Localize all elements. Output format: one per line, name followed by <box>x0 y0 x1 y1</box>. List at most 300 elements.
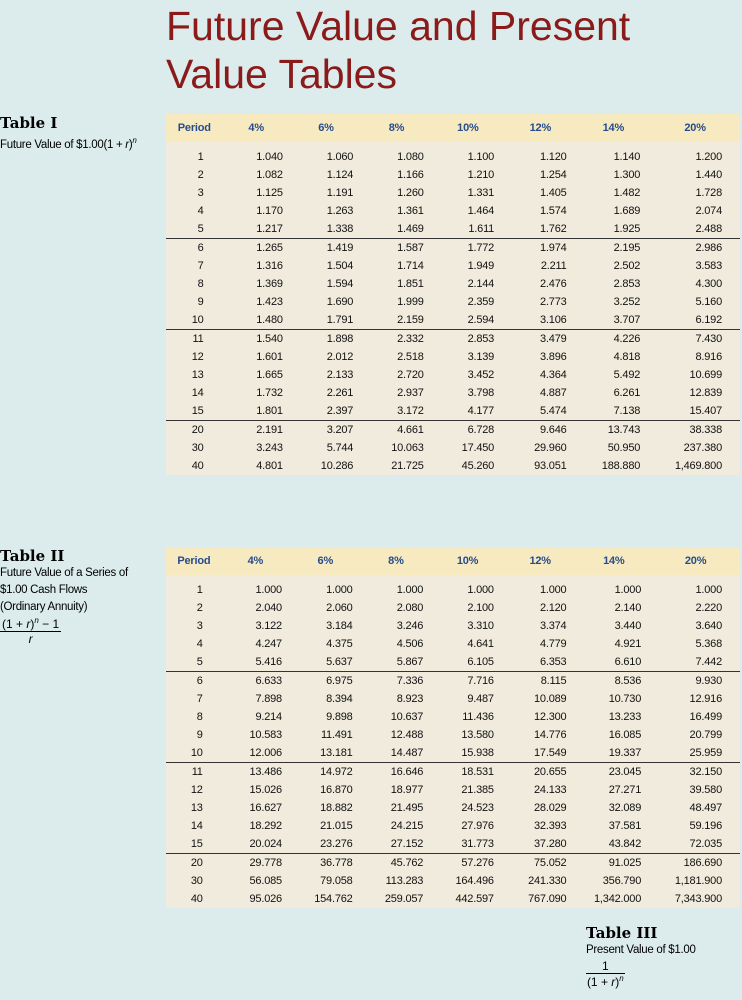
value-cell: 1.540 <box>222 330 291 349</box>
t2-num-exp: n <box>34 616 39 625</box>
period-cell: 4 <box>196 638 203 650</box>
value-cell: 2.060 <box>326 602 353 614</box>
header-rate: 4% <box>248 122 264 134</box>
value-cell: 1.120 <box>540 151 567 163</box>
value-cell: 1.300 <box>613 169 641 181</box>
table2-desc-line-3: (Ordinary Annuity) <box>0 601 88 613</box>
value-cell: 1.265 <box>222 239 291 258</box>
t3-den-r: r <box>611 975 616 989</box>
period-cell: 30 <box>191 442 204 454</box>
value-cell: 4.801 <box>256 460 283 472</box>
value-cell: 2.140 <box>614 602 642 614</box>
value-cell: 2.397 <box>326 405 354 417</box>
table3-title: Table III <box>586 924 658 942</box>
value-cell: 5.492 <box>613 369 641 381</box>
table-row <box>166 166 740 184</box>
value-cell: 1.100 <box>467 151 495 163</box>
page-title-line1: Future Value and Present <box>166 3 631 49</box>
header-rate: 6% <box>317 555 334 567</box>
value-cell: 32.089 <box>608 802 642 814</box>
value-cell: 4.364 <box>540 369 567 381</box>
period-cell: 12 <box>190 784 203 796</box>
value-cell: 15.407 <box>689 405 722 417</box>
table3-formula <box>586 959 625 989</box>
period-cell: 2 <box>196 602 203 614</box>
value-cell: 6.353 <box>539 656 567 668</box>
value-cell: 1.791 <box>326 314 354 326</box>
value-cell: 237.380 <box>683 442 722 454</box>
value-cell: 1.732 <box>256 387 283 399</box>
value-cell: 1.000 <box>396 584 424 596</box>
value-cell: 2.853 <box>613 278 641 290</box>
value-cell: 1.611 <box>468 223 495 235</box>
value-cell: 6.192 <box>695 314 722 326</box>
value-cell: 14.972 <box>290 763 361 782</box>
header-rate: 8% <box>388 555 404 567</box>
header-rate: 14% <box>603 555 625 567</box>
value-cell: 154.762 <box>314 893 353 905</box>
period-cell: 40 <box>190 893 203 905</box>
value-cell: 8.923 <box>396 693 424 705</box>
table-row <box>166 202 740 220</box>
value-cell: 1.316 <box>256 260 283 272</box>
table-row <box>166 799 740 817</box>
table-row <box>166 575 740 599</box>
value-cell: 20.799 <box>689 729 722 741</box>
value-cell: 2.100 <box>467 602 494 614</box>
header-rate: 12% <box>529 122 552 134</box>
t3-den-exp: n <box>619 974 624 983</box>
value-cell: 2.133 <box>326 369 354 381</box>
table-row <box>166 330 740 349</box>
period-cell: 6 <box>166 239 222 258</box>
period-cell: 10 <box>190 747 203 759</box>
value-cell: 15.938 <box>461 747 494 759</box>
table2-desc-line-1: Future Value of a Series of <box>0 567 128 579</box>
page-title <box>166 2 630 98</box>
value-cell: 7.716 <box>431 672 504 691</box>
value-cell: 1.690 <box>326 296 354 308</box>
value-cell: 356.790 <box>602 875 642 887</box>
value-cell: 16.627 <box>249 802 282 814</box>
period-cell: 13 <box>191 369 204 381</box>
table-row <box>166 384 740 402</box>
value-cell: 15.026 <box>249 784 282 796</box>
table-row <box>166 781 740 799</box>
value-cell: 10.063 <box>391 442 424 454</box>
period-cell: 3 <box>196 620 203 632</box>
value-cell: 16.085 <box>608 729 642 741</box>
table1-grid <box>166 114 740 475</box>
value-cell: 1.125 <box>256 187 283 199</box>
value-cell: 6.633 <box>221 672 290 691</box>
value-cell: 164.496 <box>455 875 494 887</box>
value-cell: 2.159 <box>397 314 424 326</box>
period-cell: 4 <box>197 205 204 217</box>
value-cell: 3.707 <box>613 314 641 326</box>
value-cell: 7.898 <box>255 693 282 705</box>
table-row <box>166 293 740 311</box>
value-cell: 7,343.900 <box>674 893 722 905</box>
header-rate: 10% <box>456 555 479 567</box>
value-cell: 3.440 <box>614 620 642 632</box>
value-cell: 2.074 <box>695 205 722 217</box>
value-cell: 1.000 <box>695 584 722 596</box>
value-cell: 4.300 <box>695 278 722 290</box>
value-cell: 6.728 <box>432 421 504 440</box>
period-cell: 6 <box>166 672 221 691</box>
value-cell: 24.523 <box>461 802 494 814</box>
value-cell: 1,181.900 <box>674 875 722 887</box>
value-cell: 8.536 <box>576 672 651 691</box>
value-cell: 2.191 <box>222 421 291 440</box>
value-cell: 2.120 <box>539 602 567 614</box>
period-cell: 2 <box>197 169 204 181</box>
value-cell: 2.211 <box>540 260 567 272</box>
value-cell: 4.641 <box>467 638 494 650</box>
value-cell: 32.393 <box>534 820 567 832</box>
value-cell: 79.058 <box>320 875 353 887</box>
table-row <box>166 726 740 744</box>
value-cell: 50.950 <box>607 442 641 454</box>
header-rate: 4% <box>247 555 264 567</box>
period-cell: 10 <box>191 314 204 326</box>
table-row <box>166 142 740 166</box>
value-cell: 18.531 <box>431 763 504 782</box>
value-cell: 48.497 <box>689 802 722 814</box>
value-cell: 3.310 <box>467 620 494 632</box>
value-cell: 1.060 <box>326 151 354 163</box>
value-cell: 13.233 <box>608 711 642 723</box>
value-cell: 4.247 <box>255 638 282 650</box>
t2-num-r: r <box>26 617 31 631</box>
value-cell: 1.601 <box>256 351 283 363</box>
value-cell: 31.773 <box>461 838 494 850</box>
value-cell: 1.000 <box>539 584 567 596</box>
value-cell: 1.000 <box>467 584 494 596</box>
value-cell: 1.898 <box>291 330 361 349</box>
table-row <box>166 635 740 653</box>
value-cell: 1.082 <box>256 169 283 181</box>
value-cell: 4.661 <box>361 421 431 440</box>
value-cell: 1.949 <box>467 260 495 272</box>
table2-formula-denominator: r <box>28 632 33 646</box>
value-cell: 2.853 <box>432 330 504 349</box>
value-cell: 21.495 <box>390 802 424 814</box>
value-cell: 10.730 <box>608 693 642 705</box>
value-cell: 4.887 <box>540 387 567 399</box>
period-cell: 30 <box>190 875 203 887</box>
t2-num-c: − 1 <box>38 617 60 631</box>
value-cell: 38.338 <box>650 421 740 440</box>
value-cell: 23.276 <box>320 838 353 850</box>
value-cell: 9.898 <box>326 711 353 723</box>
value-cell: 28.029 <box>534 802 567 814</box>
value-cell: 1.361 <box>397 205 424 217</box>
value-cell: 1.480 <box>256 314 283 326</box>
value-cell: 3.798 <box>467 387 495 399</box>
value-cell: 8.115 <box>504 672 577 691</box>
value-cell: 21.725 <box>391 460 424 472</box>
value-cell: 24.215 <box>390 820 424 832</box>
value-cell: 18.977 <box>390 784 424 796</box>
value-cell: 4.226 <box>577 330 651 349</box>
value-cell: 2.986 <box>650 239 740 258</box>
value-cell: 1,469.800 <box>674 460 722 472</box>
value-cell: 3.207 <box>291 421 361 440</box>
value-cell: 8.394 <box>326 693 353 705</box>
value-cell: 9.487 <box>467 693 494 705</box>
table-row <box>166 872 740 890</box>
table-row <box>166 763 740 782</box>
value-cell: 37.581 <box>608 820 642 832</box>
table3-formula-numerator: 1 <box>586 959 625 974</box>
value-cell: 4.177 <box>467 405 495 417</box>
value-cell: 5.416 <box>255 656 282 668</box>
value-cell: 3.184 <box>326 620 353 632</box>
value-cell: 1.469 <box>397 223 424 235</box>
value-cell: 27.271 <box>608 784 642 796</box>
value-cell: 37.280 <box>534 838 567 850</box>
value-cell: 3.122 <box>255 620 282 632</box>
table1-desc-r: r <box>125 138 129 151</box>
value-cell: 241.330 <box>528 875 567 887</box>
value-cell: 21.385 <box>461 784 494 796</box>
t2-num-b: ) <box>30 617 35 631</box>
table3-label <box>586 924 696 991</box>
value-cell: 9.930 <box>651 672 740 691</box>
table-row <box>166 239 740 258</box>
value-cell: 1.440 <box>695 169 722 181</box>
header-rate: 10% <box>457 122 479 134</box>
period-cell: 15 <box>190 838 203 850</box>
value-cell: 5.867 <box>396 656 424 668</box>
value-cell: 3.896 <box>540 351 567 363</box>
value-cell: 5.160 <box>695 296 722 308</box>
value-cell: 3.246 <box>396 620 424 632</box>
table-row <box>166 184 740 202</box>
value-cell: 13.743 <box>577 421 651 440</box>
value-cell: 95.026 <box>249 893 282 905</box>
value-cell: 3.106 <box>540 314 567 326</box>
period-cell: 1 <box>197 151 204 163</box>
value-cell: 1.254 <box>540 169 567 181</box>
value-cell: 72.035 <box>689 838 722 850</box>
value-cell: 3.252 <box>613 296 641 308</box>
value-cell: 45.260 <box>461 460 495 472</box>
value-cell: 6.105 <box>467 656 494 668</box>
value-cell: 2.720 <box>397 369 424 381</box>
value-cell: 1.166 <box>397 169 424 181</box>
value-cell: 7.442 <box>695 656 722 668</box>
header-period: Period <box>177 555 211 567</box>
value-cell: 19.337 <box>608 747 642 759</box>
value-cell: 1.762 <box>540 223 567 235</box>
value-cell: 1.419 <box>291 239 361 258</box>
value-cell: 29.778 <box>221 854 290 873</box>
value-cell: 1.124 <box>326 169 354 181</box>
value-cell: 75.052 <box>504 854 577 873</box>
period-cell: 9 <box>196 729 203 741</box>
table1 <box>166 114 740 475</box>
table2-header-row <box>166 547 740 575</box>
value-cell: 1.191 <box>326 187 354 199</box>
value-cell: 5.637 <box>326 656 353 668</box>
value-cell: 93.051 <box>534 460 567 472</box>
value-cell: 4.375 <box>326 638 353 650</box>
value-cell: 1.665 <box>256 369 283 381</box>
value-cell: 1.040 <box>256 151 283 163</box>
table2-formula <box>0 616 61 646</box>
period-cell: 12 <box>191 351 204 363</box>
header-rate: 20% <box>684 555 707 567</box>
table-row <box>166 817 740 835</box>
value-cell: 4.818 <box>613 351 641 363</box>
value-cell: 2.220 <box>695 602 722 614</box>
value-cell: 20.024 <box>249 838 282 850</box>
value-cell: 3.139 <box>467 351 495 363</box>
table2-formula-numerator <box>0 616 61 632</box>
value-cell: 1.170 <box>256 205 283 217</box>
period-cell: 8 <box>196 711 203 723</box>
period-cell: 1 <box>196 584 203 596</box>
value-cell: 7.336 <box>361 672 432 691</box>
value-cell: 1.851 <box>397 278 424 290</box>
value-cell: 3.172 <box>397 405 424 417</box>
table-row <box>166 854 740 873</box>
value-cell: 4.779 <box>539 638 567 650</box>
period-cell: 8 <box>197 278 204 290</box>
value-cell: 8.916 <box>695 351 722 363</box>
value-cell: 1.925 <box>613 223 641 235</box>
value-cell: 1.000 <box>614 584 642 596</box>
table-row <box>166 653 740 672</box>
period-cell: 14 <box>190 820 203 832</box>
period-cell: 11 <box>166 763 221 782</box>
value-cell: 2.518 <box>397 351 424 363</box>
value-cell: 1.210 <box>467 169 495 181</box>
value-cell: 2.359 <box>467 296 495 308</box>
table-row <box>166 275 740 293</box>
value-cell: 7.138 <box>613 405 641 417</box>
value-cell: 43.842 <box>608 838 642 850</box>
value-cell: 3.479 <box>504 330 576 349</box>
value-cell: 13.181 <box>320 747 353 759</box>
value-cell: 4.921 <box>614 638 642 650</box>
value-cell: 767.090 <box>528 893 567 905</box>
table1-desc-main: Future Value of $1.00(1 + <box>0 138 126 151</box>
table-row <box>166 402 740 421</box>
value-cell: 1.464 <box>467 205 495 217</box>
value-cell: 57.276 <box>431 854 504 873</box>
period-cell: 9 <box>197 296 204 308</box>
value-cell: 12.300 <box>534 711 567 723</box>
value-cell: 2.080 <box>396 602 424 614</box>
table3-desc: Present Value of $1.00 <box>586 944 696 956</box>
value-cell: 10.286 <box>320 460 354 472</box>
value-cell: 16.499 <box>689 711 722 723</box>
table2-body <box>166 575 740 908</box>
value-cell: 2.144 <box>467 278 495 290</box>
value-cell: 2.502 <box>613 260 641 272</box>
table-row <box>166 672 740 691</box>
period-cell: 5 <box>197 223 204 235</box>
table3-formula-denominator <box>586 974 625 989</box>
table1-desc <box>0 132 137 154</box>
table-row <box>166 366 740 384</box>
value-cell: 1.405 <box>540 187 567 199</box>
value-cell: 3.374 <box>539 620 567 632</box>
value-cell: 442.597 <box>455 893 494 905</box>
header-rate: 6% <box>318 122 334 134</box>
value-cell: 1.974 <box>504 239 576 258</box>
value-cell: 1.331 <box>467 187 495 199</box>
table-row <box>166 348 740 366</box>
value-cell: 6.975 <box>290 672 361 691</box>
header-rate: 20% <box>684 122 706 134</box>
value-cell: 18.882 <box>320 802 353 814</box>
table-row <box>166 439 740 457</box>
table2 <box>166 547 740 908</box>
period-cell: 7 <box>197 260 204 272</box>
table-row <box>166 835 740 854</box>
value-cell: 25.959 <box>689 747 722 759</box>
period-cell: 14 <box>191 387 204 399</box>
value-cell: 56.085 <box>249 875 282 887</box>
value-cell: 1.714 <box>397 260 424 272</box>
value-cell: 2.012 <box>326 351 354 363</box>
value-cell: 12.839 <box>689 387 722 399</box>
table2-label <box>0 547 128 648</box>
value-cell: 27.976 <box>461 820 494 832</box>
value-cell: 10.089 <box>534 693 567 705</box>
value-cell: 59.196 <box>689 820 722 832</box>
value-cell: 1.772 <box>432 239 504 258</box>
value-cell: 10.637 <box>390 711 424 723</box>
value-cell: 21.015 <box>320 820 353 832</box>
value-cell: 2.332 <box>361 330 431 349</box>
value-cell: 27.152 <box>390 838 424 850</box>
value-cell: 1,342.000 <box>594 893 642 905</box>
value-cell: 3.452 <box>467 369 495 381</box>
table-row <box>166 617 740 635</box>
value-cell: 23.045 <box>576 763 651 782</box>
value-cell: 259.057 <box>384 893 424 905</box>
table2-title: Table II <box>0 547 65 565</box>
period-cell: 11 <box>166 330 222 349</box>
table-row <box>166 220 740 239</box>
period-cell: 40 <box>191 460 204 472</box>
t3-den-b: ) <box>615 975 620 989</box>
value-cell: 1.587 <box>361 239 431 258</box>
value-cell: 2.488 <box>695 223 722 235</box>
period-cell: 3 <box>197 187 204 199</box>
table-row <box>166 708 740 726</box>
table1-label <box>0 114 137 154</box>
value-cell: 17.549 <box>534 747 567 759</box>
value-cell: 1.000 <box>326 584 353 596</box>
value-cell: 91.025 <box>576 854 651 873</box>
header-period: Period <box>177 122 211 134</box>
value-cell: 2.040 <box>255 602 282 614</box>
value-cell: 1.369 <box>256 278 283 290</box>
value-cell: 1.140 <box>613 151 641 163</box>
value-cell: 32.150 <box>651 763 740 782</box>
value-cell: 1.482 <box>613 187 641 199</box>
value-cell: 5.474 <box>540 405 567 417</box>
value-cell: 9.214 <box>255 711 282 723</box>
table-row <box>166 744 740 763</box>
